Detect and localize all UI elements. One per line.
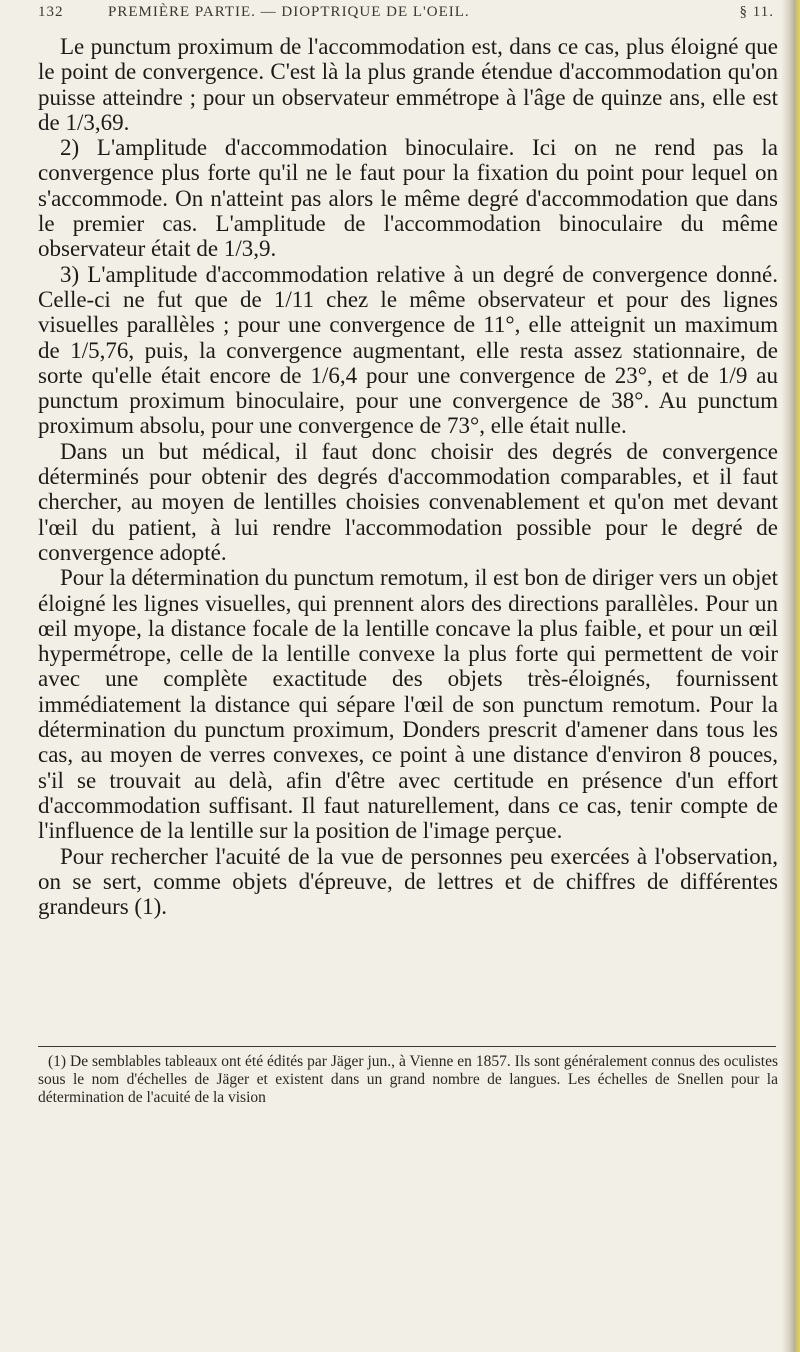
paragraph: 2) L'amplitude d'accommodation binoculaire. Ici on ne rend pas la convergence plus forte qu'il ne le faut pour la fixation du point pour lequel on s'accommode. On n'atteint pas alors le même degré d'accommodation que dans le premier cas. L'amplitude de l'accommodation binoculaire du même observateur était de 1/3,9. [38, 135, 778, 262]
section-number: § 11. [739, 4, 774, 20]
running-head [38, 4, 774, 28]
page-number: 132 [38, 4, 64, 20]
paragraph: Pour la détermination du punctum remotum, il est bon de diriger vers un objet éloigné les lignes visuelles, qui prennent alors des directions parallèles. Pour un œil myope, la distance focale de la lentille concave la plus faible, et pour un œil hypermétrope, celle de la lentille convexe la plus forte qui permettent de voir avec une complète exactitude des objets très-éloignés, fournissent immédiatement la distance qui sépare l'œil de son punctum remotum. Pour la détermination du punctum proximum, Donders prescrit d'amener dans tous les cas, au moyen de verres convexes, ce point à une distance d'environ 8 pouces, s'il se trouvait au delà, afin d'être avec certitude en présence d'un effort d'accommodation suffisant. Il faut naturellement, dans ce cas, tenir compte de l'influence de la lentille sur la position de l'image perçue. [38, 565, 778, 844]
body-text [38, 34, 778, 919]
running-title: PREMIÈRE PARTIE. — DIOPTRIQUE DE L'OEIL. [108, 4, 470, 20]
footnote-text: (1) De semblables tableaux ont été édités par Jäger jun., à Vienne en 1857. Ils sont généralement connus des oculistes sous le nom d'échelles de Jäger et existent dans un grand nombre de langues. Les échelles de Snellen pour la détermination de l'acuité de la vision [38, 1053, 778, 1106]
footnote-rule [38, 1046, 776, 1047]
paragraph: Pour rechercher l'acuité de la vue de personnes peu exercées à l'observation, on se sert, comme objets d'épreuve, de lettres et de chiffres de différentes grandeurs (1). [38, 843, 778, 920]
paragraph: Dans un but médical, il faut donc choisir des degrés de convergence déterminés pour obtenir des degrés d'accommodation comparables, et il faut chercher, au moyen de lentilles choisies convenablement et qu'on met devant l'œil du patient, à lui rendre l'accommodation possible pour le degré de convergence adopté. [38, 438, 778, 565]
page-edge [782, 0, 800, 1352]
footnote [38, 1053, 778, 1107]
paragraph: Le punctum proximum de l'accommodation est, dans ce cas, plus éloigné que le point de convergence. C'est là la plus grande étendue d'accommodation qu'on puisse atteindre ; pour un observateur emmétrope à l'âge de quinze ans, elle est de 1/3,69. [38, 34, 778, 135]
paragraph: 3) L'amplitude d'accommodation relative à un degré de convergence donné. Celle-ci ne fut que de 1/11 chez le même observateur et pour des lignes visuelles parallèles ; pour une convergence de 11°, elle atteignit un maximum de 1/5,76, puis, la convergence augmentant, elle resta assez stationnaire, de sorte qu'elle était encore de 1/6,4 pour une convergence de 23°, et de 1/9 au punctum proximum binoculaire, pour une convergence de 38°. Au punctum proximum absolu, pour une convergence de 73°, elle était nulle. [38, 261, 778, 439]
